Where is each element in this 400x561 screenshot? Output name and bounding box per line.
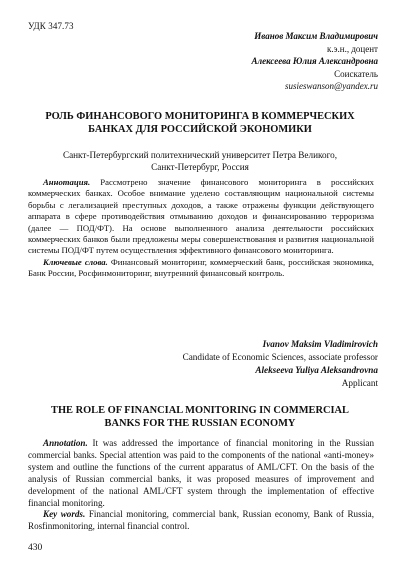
page-number: 430 bbox=[28, 543, 43, 553]
keywords-ru-paragraph bbox=[28, 257, 374, 280]
author1-degree-en: Candidate of Economic Sciences, associate professor bbox=[182, 352, 378, 362]
title-ru-line1: РОЛЬ ФИНАНСОВОГО МОНИТОРИНГА В КОММЕРЧЕСКИХ bbox=[45, 111, 355, 122]
title-ru-line2: БАНКАХ ДЛЯ РОССИЙСКОЙ ЭКОНОМИКИ bbox=[88, 124, 312, 135]
keywords-ru-text: Финансовый мониторинг, коммерческий банк, российская экономика, Банк России, Росфинмониторинг, внутренний финансовый контроль. bbox=[28, 256, 374, 279]
abstract-ru-label: Аннотация. bbox=[43, 177, 91, 187]
article-title-en bbox=[22, 404, 378, 430]
abstract-en-paragraph bbox=[28, 438, 374, 509]
abstract-en bbox=[28, 438, 374, 533]
abstract-ru-text: Рассмотрено значение финансового мониторинга в российских коммерческих банках. Особое внимание уделено составляющим национальной системы борьбы с легализацией преступных доходов, а также отражены функции действующего аппарата в сфере противодействия отмыванию доходов и финансированию терроризма (далее — ПОД/ФТ). На основе выполненного анализа деятельности российских коммерческих банков были предложены меры совершенствования и развития национальной системы ПОД/ФТ путем осуществления эффективного финансового мониторинга. bbox=[28, 177, 374, 256]
authors-block-en bbox=[183, 338, 378, 390]
author2-name-ru: Алексеева Юлия Александровна bbox=[251, 56, 378, 67]
abstract-en-text: It was addressed the importance of financial monitoring in the Russian commercial banks. Special attention was paid to the components of the national «anti-money» system and outline the functions of the current apparatus of AML/CFT. On the basis of the analysis of Russian commercial banks, it was proposed measures of improvement and development of the national AML/CFT system through the implementation of effective financial monitoring. bbox=[28, 438, 374, 508]
keywords-en-paragraph bbox=[28, 509, 374, 533]
author1-name-en: Ivanov Maksim Vladimirovich bbox=[262, 339, 378, 349]
author1-name-ru: Иванов Максим Владимирович bbox=[254, 31, 378, 41]
udc-code: УДК 347.73 bbox=[28, 21, 74, 31]
abstract-ru-paragraph bbox=[28, 177, 374, 257]
affiliation-line1: Санкт-Петербургский политехнический университет Петра Великого, bbox=[62, 150, 338, 160]
author2-role-ru: Соискатель bbox=[334, 68, 378, 79]
authors-block-ru bbox=[251, 30, 378, 93]
author2-name-en: Alekseeva Yuliya Aleksandrovna bbox=[255, 365, 378, 375]
title-en-line1: THE ROLE OF FINANCIAL MONITORING IN COMMERCIAL bbox=[51, 405, 349, 416]
author-email: susieswanson@yandex.ru bbox=[284, 81, 378, 92]
keywords-en-text: Financial monitoring, commercial bank, Russian economy, Bank of Russia, Rosfinmonitoring, internal financial control. bbox=[28, 509, 374, 532]
abstract-ru bbox=[28, 177, 374, 280]
affiliation bbox=[40, 149, 360, 174]
author2-role-en: Applicant bbox=[341, 378, 378, 388]
abstract-en-label: Annotation. bbox=[43, 438, 88, 448]
affiliation-line2: Санкт-Петербург, Россия bbox=[151, 162, 249, 173]
title-en-line2: BANKS FOR THE RUSSIAN ECONOMY bbox=[104, 418, 296, 429]
keywords-ru-label: Ключевые слова. bbox=[43, 256, 108, 267]
keywords-en-label: Key words. bbox=[43, 509, 86, 520]
article-title-ru bbox=[22, 110, 378, 136]
author1-degree-ru: к.э.н., доцент bbox=[327, 43, 378, 54]
